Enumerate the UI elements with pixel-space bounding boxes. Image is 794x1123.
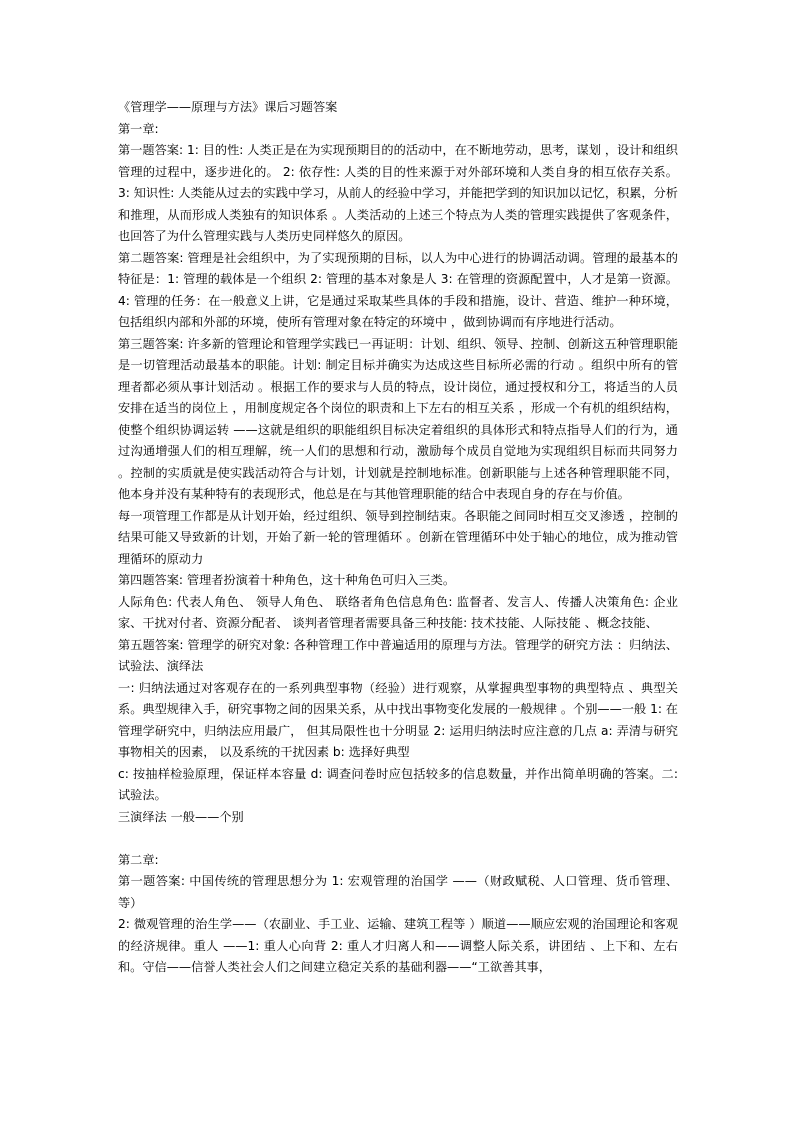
chapter-1-answer-3-continued: 每一项管理工作都是从计划开始，经过组织、领导到控制结束。各职能之间同时相互交叉渗透 ，控制的结果可能又导致新的计划，开始了新一轮的管理循环 。创新在管理循环中处于轴心的地位，成为推动管理循环的原动力 [118,508,678,566]
document-page [118,97,678,979]
chapter-1-answer-5-induction: 一: 归纳法通过对客观存在的一系列典型事物（经验）进行观察，从掌握典型事物的典型特点 、典型关系。典型规律入手，研究事物之间的因果关系，从中找出事物变化发展的一般规律 。个别——一般 1: 在管理学研究中，归纳法应用最广， 但其局限性也十分明显 2: 运用归纳法时应注意的几点 a: 弄清与研究事物相关的因素， 以及系统的干扰因素 b: 选择好典型 [118,680,678,759]
chapter-2-heading: 第二章: [118,852,159,867]
chapter-1-answer-4: 第四题答案: 管理者扮演着十种角色，这十种角色可归入三类。 [118,573,456,587]
chapter-1-answer-3: 第三题答案: 许多新的管理论和管理学实践已一再证明：计划、组织、领导、控制、创新这五种管理职能是一切管理活动最基本的职能。计划: 制定目标并确实为达成这些目标所必需的行动 。组织中所有的管理者都必须从事计划活动 。根据工作的要求与人员的特点，设计岗位，通过授权和分工，将适当的人员安排在适当的岗位上 ，用制度规定各个岗位的职责和上下左右的相互关系 ，形成一个有机的组织结构，使整个组织协调运转 ——这就是组织的职能组织目标决定着组织的具体形式和特点指导人们的行为，通过沟通增强人们的相互理解，统一人们的思想和行动，激励每个成员自觉地为实现组织目标而共同努力 。控制的实质就是使实践活动符合与计划，计划就是控制地标准。创新职能与上述各种管理职能不同，他本身并没有某种特有的表现形式，他总是在与其他管理职能的结合中表现自身的存在与价值。 [118,336,678,501]
chapter-1-answer-5: 第五题答案: 管理学的研究对象: 各种管理工作中普遍适用的原理与方法。管理学的研究方法 ：归纳法、试验法、演绎法 [118,637,678,673]
chapter-2-answer-1: 第一题答案: 中国传统的管理思想分为 1: 宏观管理的治国学 ——（财政赋税、人口管理、货币管理、等） [118,874,678,910]
chapter-1-answer-4-roles: 人际角色: 代表人角色、 领导人角色、 联络者角色信息角色: 监督者、发言人、传播人决策角色: 企业家、干扰对付者、资源分配者、 谈判者管理者需要具备三种技能: 技术技能、人际技能 、概念技能、 [118,594,678,630]
chapter-1-answer-2: 第二题答案: 管理是社会组织中，为了实现预期的目标，以人为中心进行的协调活动调。管理的最基本的特征是：1: 管理的载体是一个组织 2: 管理的基本对象是人 3: 在管理的资源配置中，人才是第一资源。 4: 管理的任务：在一般意义上讲，它是通过采取某些具体的手段和措施，设计、营造、维护一种环境，包括组织内部和外部的环境，使所有管理对象在特定的环境中 ，做到协调而有序地进行活动。 [118,250,678,329]
chapter-1-heading: 第一章: [118,121,159,136]
chapter-2-answer-1-continued: 2: 微观管理的治生学——（农副业、手工业、运输、建筑工程等 ）顺道——顺应宏观的治国理论和客观的经济规律。重人 ——1: 重人心向背 2: 重人才归离人和——调整人际关系，讲团结 、上下和、左右和。守信——信誉人类社会人们之间建立稳定关系的基础利器——“工欲善其事， [118,917,678,974]
chapter-1-answer-5-deduction: 三演绎法 一般——个别 [118,809,244,824]
chapter-1-answer-5-experiment: c: 按抽样检验原理，保证样本容量 d: 调查问卷时应包括较多的信息数量，并作出简单明确的答案。二: 试验法。 [118,766,678,802]
chapter-1-answer-1: 第一题答案: 1: 目的性: 人类正是在为实现预期目的的活动中，在不断地劳动，思考，谋划 ，设计和组织管理的过程中，逐步进化的。 2: 依存性: 人类的目的性来源于对外部环境和人类自身的相互依存关系。 3: 知识性: 人类能从过去的实践中学习，从前人的经验中学习，并能把学到的知识加以记忆，积累，分析和推理，从而形成人类独有的知识体系 。人类活动的上述三个特点为人类的管理实践提供了客观条件，也回答了为什么管理实践与人类历史同样悠久的原因。 [118,143,678,243]
document-title: 《管理学——原理与方法》课后习题答案 [118,100,338,114]
paragraph-spacer [118,828,678,850]
